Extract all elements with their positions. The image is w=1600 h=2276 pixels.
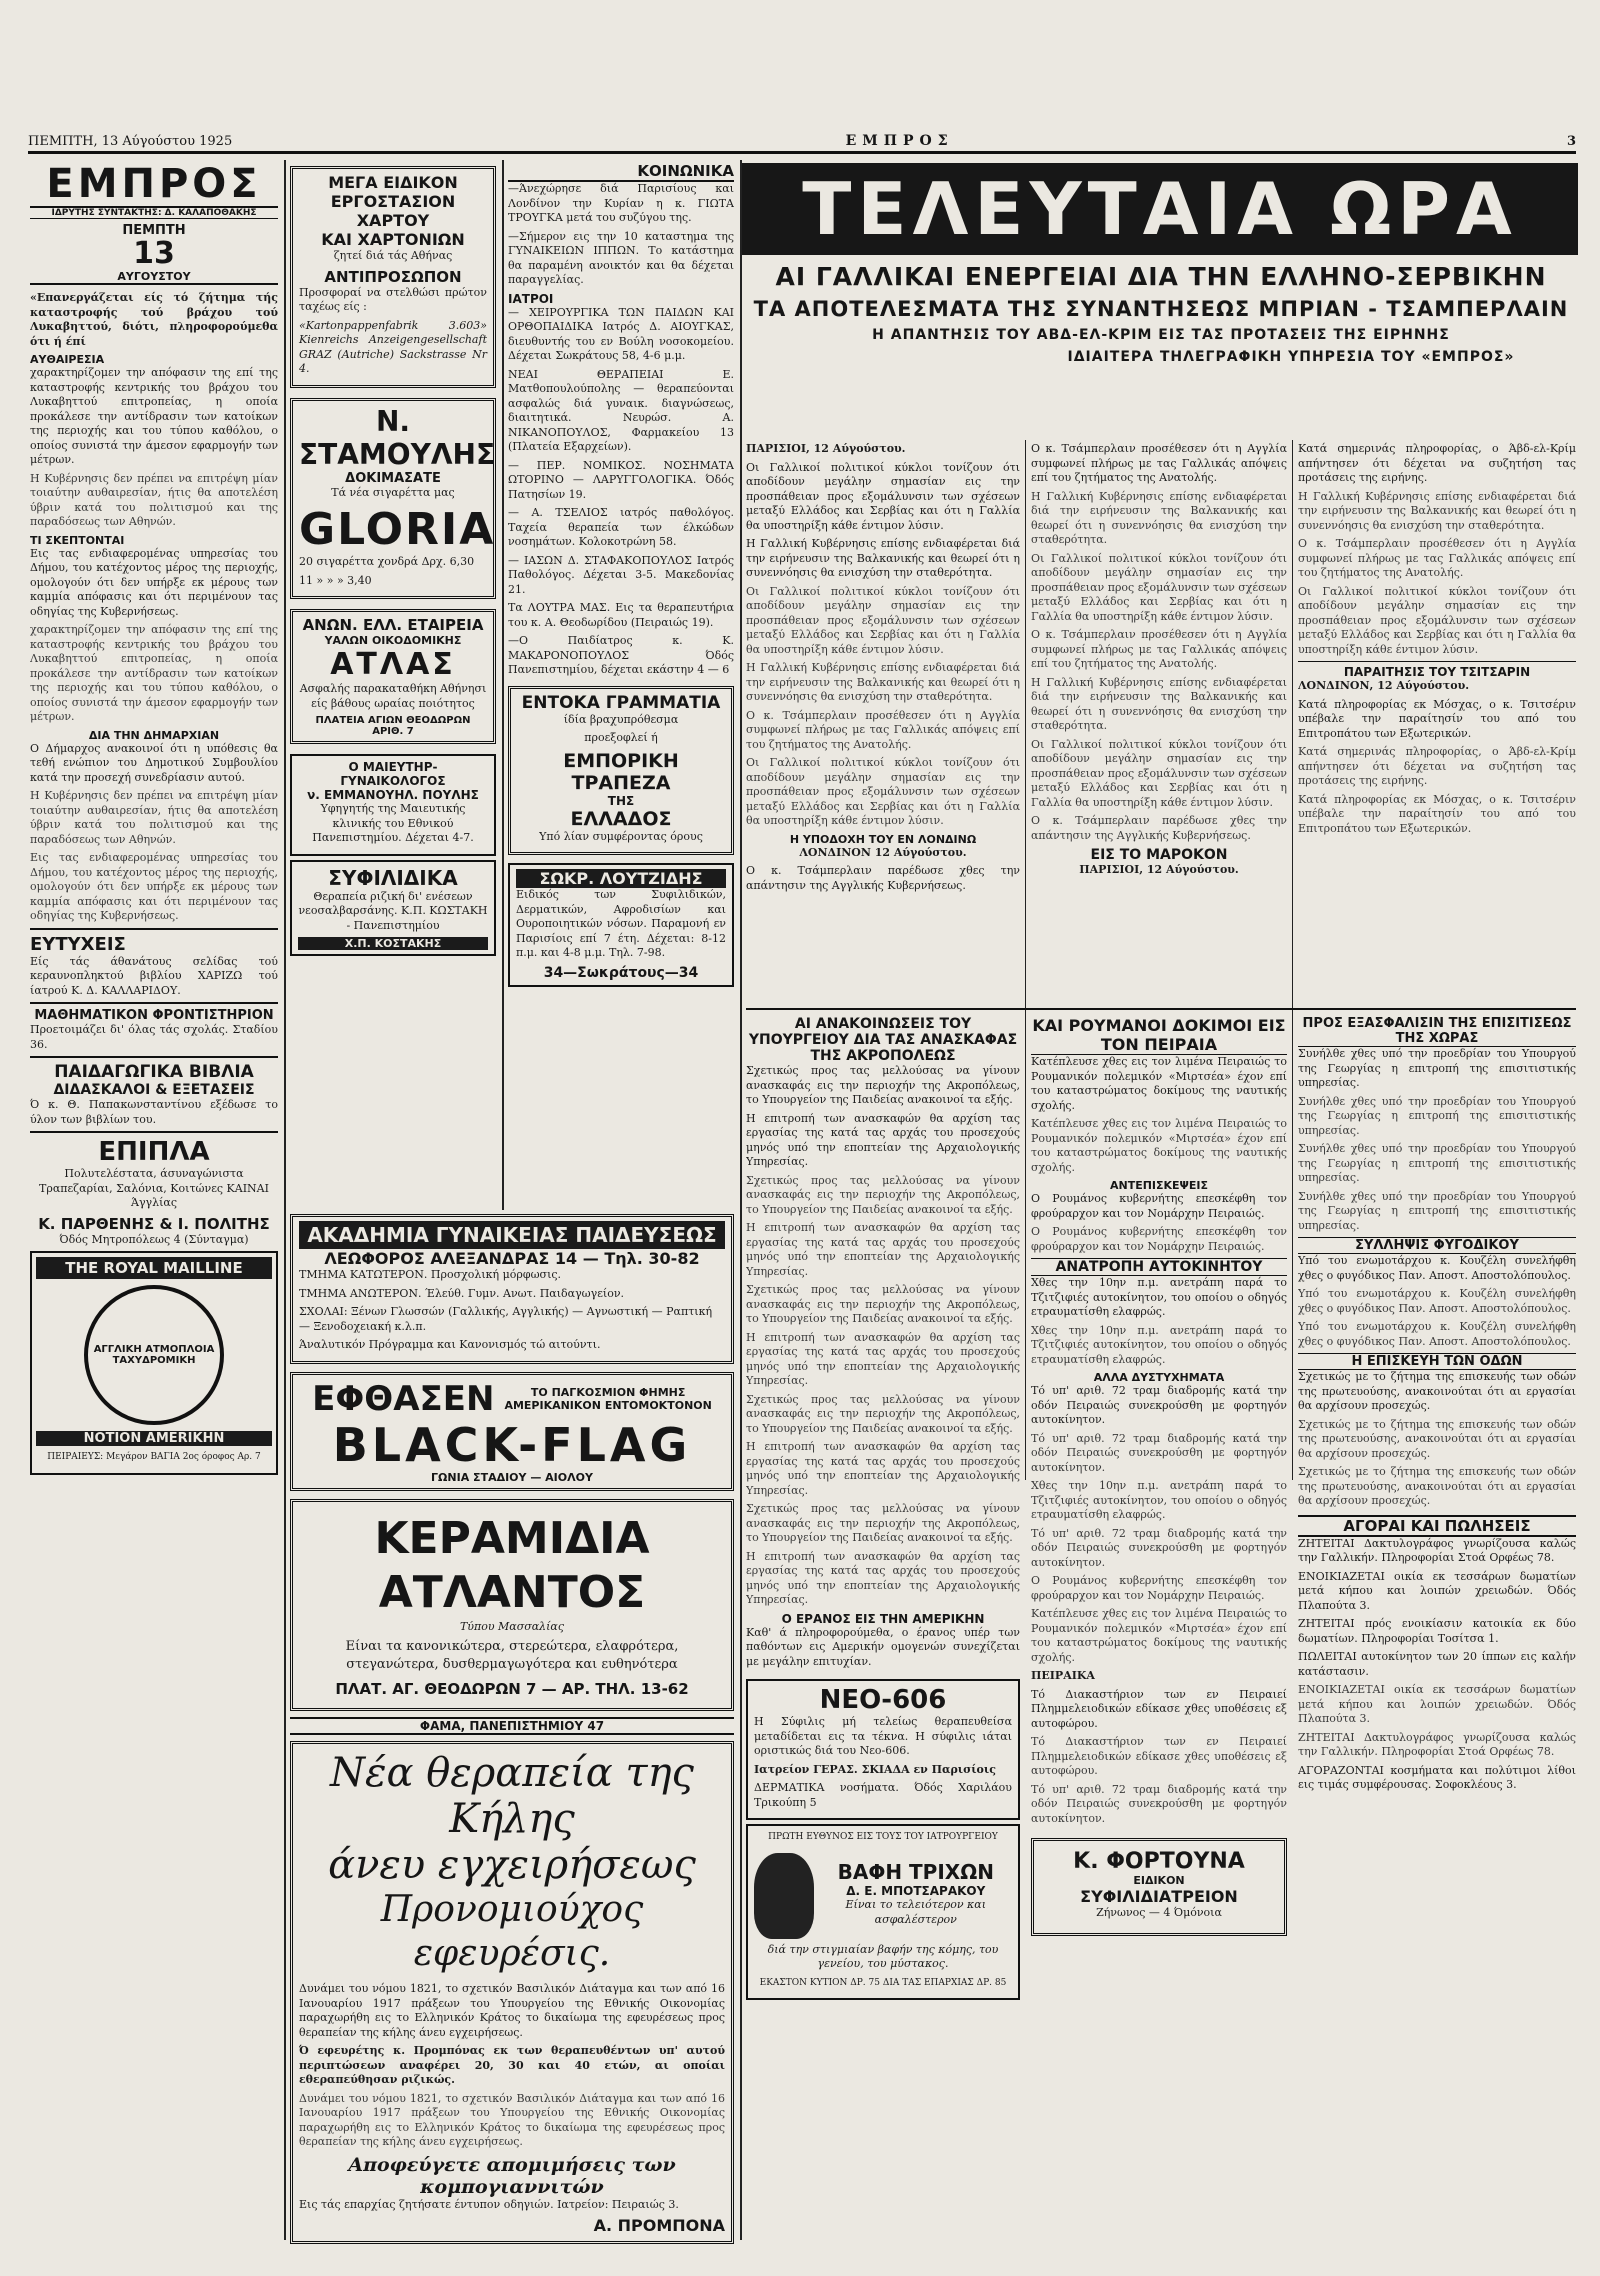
ad-subtitle: ΑΜΕΡΙΚΑΝΙΚΟΝ ΕΝΤΟΜΟΚΤΟΝΟΝ xyxy=(504,1398,712,1412)
subhead: ΠΑΡΑΙΤΗΣΙΣ ΤΟΥ ΤΣΙΤΣΑΡΙΝ xyxy=(1298,661,1576,679)
ad-text: ζητεί διά τάς Αθήνας xyxy=(333,249,453,262)
ad-address: ΠΛΑΤΕΙΑ ΑΓΙΩΝ ΘΕΟΔΩΡΩΝ ΑΡΙΘ. 7 xyxy=(315,715,471,737)
column-rule xyxy=(740,160,742,2240)
ad-text: Ειδικός των Συφιλιδικών, Δερματικών, Αφροδισίων και Ουροποιητικών νόσων. Παραμονή εν Παρισίοις επί 7 έτη. Δέχεται: 8-12 π.μ. και 4-8 μ.μ. Τηλ. 7-98. xyxy=(516,888,726,959)
ad-text: Προσφοραί να στελθώσι πρώτον ταχέως είς : xyxy=(299,285,487,313)
classified-item: ΑΓΟΡΑΖΟΝΤΑΙ κοσμήματα και πολύτιμοι λίθοι εις τιμάς συμφέρουσας. Σοφοκλέους 3. xyxy=(1298,1763,1576,1791)
gynecologist-ad xyxy=(290,754,496,856)
syphilis-ad xyxy=(290,860,496,957)
glass-company-ad xyxy=(290,609,496,744)
ad-title: ΠΑΙΔΑΓΩΓΙΚΑ ΒΙΒΛΙΑ xyxy=(54,1062,254,1082)
article-text: Καθ' ά πληροφορούμεθα, ο έρανος υπέρ των παθόντων εις Αμερικήν ομογενών συνεχίζεται με μεγάλην επιτυχίαν. xyxy=(746,1625,1020,1668)
news-text: Οι Γαλλικοί πολιτικοί κύκλοι τονίζουν ότι αποδίδουν μεγάλην σημασίαν εις την προσπάθειαν προς εξομάλυνσιν των σχέσεων μεταξύ Ελλάδος και Σερβίας και ότι η Γαλλία θα υποστηρίξη κάθε έντιμον λύσιν. xyxy=(746,460,1020,532)
ad-title: ΒΑΦΗ ΤΡΙΧΩΝ xyxy=(837,1860,994,1884)
ad-brand: ΑΤΛΑΣ xyxy=(330,647,456,682)
article-text: Σχετικώς προς τας μελλούσας να γίνουν ανασκαφάς εις την περιοχήν της Ακροπόλεως, το Υπουργείον της Παιδείας ανακοινοί τα εξής. xyxy=(746,1283,1020,1325)
ad-name: Α. ΠΡΟΜΠΟΝΑ xyxy=(593,2216,725,2235)
dateline: ΛΟΝΔΙΝΟΝ 12 Αύγούστου. xyxy=(799,845,967,859)
article-text: Σχετικώς προς τας μελλούσας να γίνουν ανασκαφάς εις την περιοχήν της Ακροπόλεως, το Υπουργείον της Παιδείας ανακοινοί τα εξής. xyxy=(746,1502,1020,1544)
ad-firm: Δ. Ε. ΜΠΟΤΣΑΡΑΚΟΥ xyxy=(846,1884,986,1898)
ad-price: 11 » » » 3,40 xyxy=(299,573,372,587)
doctor-item: ΝΕΑΙ ΘΕΡΑΠΕΙΑΙ Ε. Ματθοπουλούπολης — θεραπεύονται ασφαλώς διά γυναικ. διαγνώσεως, διαιτητικά. Νευρώσ. Α. ΝΙΚΑΝΟΠΟΥΛΟΣ, Φαρμακείου 13 (Πλατεία Εξαρχείων). xyxy=(508,367,734,453)
article-text: Χθες την 10ην π.μ. ανετράπη παρά το Τζιτζιφιές αυτοκίνητον, του οποίου ο οδηγός ετραυματίσθη ελαφρώς. xyxy=(1031,1323,1287,1366)
headline: ΑΙ ΓΑΛΛΙΚΑΙ ΕΝΕΡΓΕΙΑΙ ΔΙΑ ΤΗΝ ΕΛΛΗΝΟ-ΣΕΡΒΙΚΗΝ xyxy=(775,262,1547,291)
news-text: Ο κ. Τσάμπερλαιν προσέθεσεν ότι η Αγγλία συμφωνεί πλήρως με τας Γαλλικάς απόψεις επί του ζητήματος της Ανατολής. xyxy=(1031,628,1287,670)
article-text: Ο Δήμαρχος ανακοινοί ότι η υπόθεσις θα τεθή ενώπιον του Δημοτικού Συμβουλίου κατά την προσεχή συνεδρίασιν αυτού. xyxy=(30,741,278,784)
ad-subtitle: NOTION AMERIKHN xyxy=(36,1431,272,1446)
classified-item: ΕΝΟΙΚΙΑΖΕΤΑΙ οικία εκ τεσσάρων δωματίων μετά κήπου και λοιπών χρειωδών. Όδός Πλαπούτα 3. xyxy=(1298,1569,1576,1612)
hernia-ad xyxy=(290,1741,734,2244)
article-text: Η επιτροπή των ανασκαφών θα αρχίση τας εργασίας της κατά τας αρχάς του προσεχούς μηνός υπό την εποπτείαν της Αρχαιολογικής Υπηρεσίας. xyxy=(746,1221,1020,1278)
ad-firm: ΑΝΩΝ. ΕΛΛ. ΕΤΑΙΡΕΙΑ xyxy=(302,616,484,634)
subhead: ΠΕΙΡΑΙΚΑ xyxy=(1031,1669,1095,1682)
ad-title: ΕΦΘΑΣΕΝ xyxy=(312,1378,495,1419)
headline: ΤΑ ΑΠΟΤΕΛΕΣΜΑΤΑ ΤΗΣ ΣΥΝΑΝΤΗΣΕΩΣ ΜΠΡΙΑΝ - ΤΣΑΜΠΕΡΛΑΙΝ xyxy=(753,297,1569,321)
dateline: ΠΑΡΙΣΙΟΙ, 12 Αύγούστου. xyxy=(1079,863,1239,876)
news-column-c xyxy=(1298,442,1576,1002)
news-text: Κατά σημερινάς πληροφορίας, ο Άβδ-ελ-Κρίμ απήντησεν ότι δέχεται να συζητήση τας προτάσεις της ειρήνης. xyxy=(1298,745,1576,787)
ad-bank-name: ΤΗΣ xyxy=(607,793,635,808)
shipping-logo-text: ΑΓΓΛΙΚΗ ΑΤΜΟΠΛΟΙΑ ΤΑΧΥΔΡΟΜΙΚΗ xyxy=(93,1344,215,1366)
shipping-ad xyxy=(30,1251,278,1475)
doctor-item: — ΙΑΣΩΝ Δ. ΣΤΑΦΑΚΟΠΟΥΛΟΣ Ιατρός Παθολόγος. Δέχεται 3-5. Μακεδονίας 21. xyxy=(508,553,734,596)
section-title: ΑΓΟΡΑΙ ΚΑΙ ΠΩΛΗΣΕΙΣ xyxy=(1298,1515,1576,1537)
divider xyxy=(30,1131,278,1133)
article-text: Υπό του ενωμοτάρχου κ. Κουζέλη συνελήφθη χθες ο φυγόδικος Παν. Αποστ. Αποστολόπουλος. xyxy=(1298,1320,1576,1348)
article-text: Εις τας ενδιαφερομένας υπηρεσίας του Δήμου, του κατέχοντος μέρος της περιοχής, ομολογούν ότι δεν υπήρξε εκ μέρους των καμμία απόφασις και ότι περιμένουν τας οδηγίας της Κυβερνήσεως. xyxy=(30,546,278,618)
article-text: Σχετικώς προς τας μελλούσας να γίνουν ανασκαφάς εις την περιοχήν της Ακροπόλεως, το Υπουργείον της Παιδείας ανακοινοί τα εξής. xyxy=(746,1392,1020,1435)
article-text: Τό υπ' αριθ. 72 τραμ διαδρομής κατά την οδόν Πειραιώς συνεκρούσθη με φορτηγόν αυτοκίνητον. xyxy=(1031,1526,1287,1569)
news-text: Οι Γαλλικοί πολιτικοί κύκλοι τονίζουν ότι αποδίδουν μεγάλην σημασίαν εις την προσπάθειαν προς εξομάλυνσιν των σχέσεων μεταξύ Ελλάδος και Σερβίας και ότι η Γαλλία θα υποστηρίξη κάθε έντιμον λύσιν. xyxy=(1031,551,1287,623)
ad-text: Ό εφευρέτης κ. Προμπόνας εκ των θεραπευθέντων υπ' αυτού περιπτώσεων αναφέρει 20, 30 και 40 ετών, αι οποίαι εθεραπεύθησαν ριζικώς. xyxy=(299,2044,725,2086)
ad-text: Είναι τα κανονικώτερα, στερεώτερα, ελαφρότερα, στεγανώτερα, δυσθερμαγωγότερα και ευθηνότερα xyxy=(345,1639,679,1672)
ad-address: ΠΛΑΤ. ΑΓ. ΘΕΟΔΩΡΩΝ 7 — ΑΡ. ΤΗΛ. 13-62 xyxy=(335,1680,689,1698)
subhead: ΑΝΑΤΡΟΠΗ ΑΥΤΟΚΙΝΗΤΟΥ xyxy=(1031,1258,1287,1276)
news-text: Η Γαλλική Κυβέρνησις επίσης ενδιαφέρεται διά την ειρήνευσιν της Βαλκανικής και θεωρεί ότι η συνεννόησις θα ενισχύση την σταθερότητα. xyxy=(1031,489,1287,546)
news-column-a xyxy=(746,442,1020,1002)
ad-subtitle: Ιατρείον ΓΕΡΑΣ. ΣΚΙΑΔΑ εν Παρισίοις xyxy=(754,1762,996,1776)
doctor-item: — ΧΕΙΡΟΥΡΓΙΚΑ ΤΩΝ ΠΑΙΔΩΝ ΚΑΙ ΟΡΘΟΠΑΙΔΙΚΑ Ιατρός Δ. ΑΙΟΥΓΚΑΣ, διευθυντής του εν Βούλη νοσοκομείου. Δέχεται Σωκράτους 58, 4-6 μ.μ. xyxy=(508,305,734,362)
article-text: Η επιτροπή των ανασκαφών θα αρχίση τας εργασίας της κατά τας αρχάς του προσεχούς μηνός υπό την εποπτείαν της Αρχαιολογικής Υπηρεσίας. xyxy=(746,1330,1020,1387)
wide-ads xyxy=(290,1210,734,2258)
ad-bank-name: ΕΛΛΑΔΟΣ xyxy=(570,807,672,830)
ad-name: ν. ΕΜΜΑΝΟΥΗΛ. ΠΟΥΛΗΣ xyxy=(307,788,479,802)
ad-brand: GLORIA xyxy=(299,504,496,555)
masthead-day: ΠΕΜΠΤΗ xyxy=(122,223,186,238)
ad-text: Η Σύφιλις μή τελείως θεραπευθείσα μεταδίδεται εις τα τέκνα. Η σύφιλις ιάται οριστικώς διά του Νεο-606. xyxy=(754,1715,1012,1757)
dateline: ΠΑΡΙΣΙΟΙ, 12 Αύγούστου. xyxy=(746,442,906,455)
column-rule xyxy=(1292,440,1293,1480)
article-text: Τό Διακαστήριον των εν Πειραιεί Πλημμελειοδικών εδίκασε χθες υποθέσεις εξ αυτοφώρου. xyxy=(1031,1687,1287,1730)
article-text: Η επιτροπή των ανασκαφών θα αρχίση τας εργασίας της κατά τας αρχάς του προσεχούς μηνός υπό την εποπτείαν της Αρχαιολογικής Υπηρεσίας. xyxy=(746,1111,1020,1168)
ad-headline: άνευ εγχειρήσεως xyxy=(328,1842,696,1888)
divider xyxy=(746,1008,1576,1010)
news-text: Ο κ. Τσάμπερλαιν παρέδωσε χθες την απάντησιν της Αγγλικής Κυβερνήσεως. xyxy=(1031,814,1287,842)
classified-item: ΖΗΤΕΙΤΑΙ Δακτυλογράφος γνωρίζουσα καλώς την Γαλλικήν. Πληροφορίαι Στοά Ορφέως 78. xyxy=(1298,1536,1576,1564)
ad-title: ΑΚΑΔΗΜΙΑ ΓΥΝΑΙΚΕΙΑΣ ΠΑΙΔΕΥΣΕΩΣ xyxy=(299,1221,725,1249)
article-column-a xyxy=(746,1016,1020,2246)
article-text: Η επιτροπή των ανασκαφών θα αρχίση τας εργασίας της κατά τας αρχάς του προσεχούς μηνός υπό την εποπτείαν της Αρχαιολογικής Υπηρεσίας. xyxy=(746,1440,1020,1497)
article-text: Υπό του ενωμοτάρχου κ. Κουζέλη συνελήφθη χθες ο φυγόδικος Παν. Αποστ. Αποστολόπουλος. xyxy=(1298,1287,1576,1315)
ad-text: ΤΜΗΜΑ ΑΝΩΤΕΡΟΝ. Έλεύθ. Γυμν. Ανωτ. Παιδαγωγείον. xyxy=(299,1286,625,1300)
ad-footer: ΠΕΙΡΑΙΕΥΣ: Μεγάρον ΒΑΓΙΑ 2ος όροφος Αρ. 7 xyxy=(47,1452,261,1462)
ad-title: ΕΥΤΥΧΕΙΣ xyxy=(30,933,126,955)
social-item: —Σήμερον εις την 10 καταστημα της ΓΥΝΑΙΚΕΙΩΝ ΙΠΠΩΝ. Το κατάστημα θα παραμένη ανοικτόν και θα δέχεται παραγγελίας. xyxy=(508,229,734,286)
article-text: Χθες την 10ην π.μ. ανετράπη παρά το Τζιτζιφιές αυτοκίνητον, του οποίου ο οδηγός ετραυματίσθη ελαφρώς. xyxy=(1031,1276,1287,1318)
headline: ΙΔΙΑΙΤΕΡΑ ΤΗΛΕΓΡΑΦΙΚΗ ΥΠΗΡΕΣΙΑ ΤΟΥ «ΕΜΠΡΟΣ» xyxy=(1067,349,1515,365)
article-text: Ο Ρουμάνος κυβερνήτης επεσκέφθη τον φρούραρχον και τον Νομάρχην Πειραιώς. xyxy=(1031,1192,1287,1220)
ad-kicker: ΠΡΩΤΗ ΕΥΘΥΝΟΣ ΕΙΣ ΤΟΥΣ ΤΟΥ ΙΑΤΡΟΥΡΓΕΙΟΥ xyxy=(768,1832,998,1842)
dateline: ΛΟΝΔΙΝΟΝ, 12 Αύγούστου. xyxy=(1298,679,1470,692)
ad-text: Υφηγητής της Μαιευτικής κλινικής του Εθνικού Πανεπιστημίου. Δέχεται 4-7. xyxy=(312,802,474,844)
article-text: Συνήλθε χθες υπό την προεδρίαν του Υπουργού της Γεωργίας η επιτροπή της επισιτιστικής υπηρεσίας. xyxy=(1298,1094,1576,1137)
ad-subtitle: ΤΟ ΠΑΓΚΟΣΜΙΟΝ ΦΗΜΗΣ xyxy=(530,1385,686,1399)
ad-body xyxy=(820,1860,1012,1931)
article-text: Κατέπλευσε χθες εις τον λιμένα Πειραιώς το Ρουμανικόν πολεμικόν «Μιρτσέα» έχον επί του καταστρώματος δοκίμους της ναυτικής σχολής. xyxy=(1031,1607,1287,1664)
doctor-item: — ΠΕΡ. ΝΟΜΙΚΟΣ. ΝΟΣΗΜΑΤΑ ΩΤΟΡΙΝΟ — ΛΑΡΥΓΓΟΛΟΓΙΚΑ. Όδός Πατησίων 19. xyxy=(508,458,734,501)
article-text: Τό Διακαστήριον των εν Πειραιεί Πλημμελειοδικών εδίκασε χθες υποθέσεις εξ αυτοφώρου. xyxy=(1031,1735,1287,1777)
doctor-item: — Α. ΤΣΕΛΙΟΣ ιατρός παθολόγος. Ταχεία θεραπεία των έλκώδων νοσημάτων. Κολοκοτρώνη 58. xyxy=(508,506,734,548)
ad-text: Θεραπεία ριζική δι' ενέσεων νεοσαλβαρσάνης. Κ.Π. ΚΩΣΤΑΚΗ - Πανεπιστημίου xyxy=(298,889,488,932)
ad-title: ΚΕΡΑΜΙΔΙΑ ΑΤΛΑΝΤΟΣ xyxy=(374,1512,650,1618)
article-text: Η επιτροπή των ανασκαφών θα αρχίση τας εργασίας της κατά τας αρχάς του προσεχούς μηνός υπό την εποπτείαν της Αρχαιολογικής Υπηρεσίας. xyxy=(746,1549,1020,1606)
divider xyxy=(30,1002,278,1004)
subhead: ΑΛΛΑ ΔΥΣΤΥΧΗΜΑΤΑ xyxy=(1093,1371,1225,1384)
ad-text: προεξοφλεί ή xyxy=(584,731,658,744)
running-head-date: ΠΕΜΠΤΗ, 13 Αύγούστου 1925 xyxy=(28,134,233,149)
ad-text: Δυνάμει του νόμου 1821, το σχετικόν Βασιλικόν Διάταγμα και των από 16 Ιανουαρίου 1917 πράξεων του Υπουργείου της Εθνικής Οικονομίας παραχωρήθη εις το Ελληνικόν Κράτος το δικαίωμα της εφευρέσεως προς θεραπείαν της κήλης άνευ εγχειρήσεως. xyxy=(299,2091,725,2148)
paper-factory-ad xyxy=(290,166,496,388)
ad-bank-name: ΕΜΠΟΡΙΚΗ ΤΡΑΠΕΖΑ xyxy=(563,749,679,794)
ad-text: Εις τάς επαρχίας ζητήσατε έντυπον οδηγιών. Ιατρείον: Πειραιώς 3. xyxy=(299,2197,679,2211)
masthead-month: ΑΥΓΟΥΣΤΟΥ xyxy=(30,270,278,285)
ad-body-row xyxy=(754,1849,1012,1943)
article-text: Ο Ρουμάνος κυβερνήτης επεσκέφθη τον φρούραρχον και τον Νομάρχην Πειραιώς. xyxy=(1031,1574,1287,1602)
ad-heading: ΑΝΤΙΠΡΟΣΩΠΟΝ xyxy=(324,267,462,286)
ad-firm: Ν. ΣΤΑΜΟΥΛΗΣ xyxy=(299,404,496,471)
ad-address: Όδός Μητροπόλεως 4 (Σύνταγμα) xyxy=(59,1232,249,1246)
ad-title: Ο ΜΑΙΕΥΤΗΡ-ΓΥΝΑΙΚΟΛΟΓΟΣ xyxy=(340,760,446,788)
news-text: Η Γαλλική Κυβέρνησις επίσης ενδιαφέρεται διά την ειρήνευσιν της Βαλκανικής και θεωρεί ότι η συνεννόησις θα ενισχύση την σταθερότητα. xyxy=(1298,489,1576,532)
classified-item: ΠΩΛΕΙΤΑΙ αυτοκίνητον των 20 ίππων εις καλήν κατάστασιν. xyxy=(1298,1650,1576,1678)
bank-ad xyxy=(508,686,734,856)
subhead: ΑΝΤΕΠΙΣΚΕΨΕΙΣ xyxy=(1109,1179,1209,1192)
column-two xyxy=(290,162,496,1202)
running-head-title: ΕΜΠΡΟΣ xyxy=(845,133,954,149)
social-item: —Άνεχώρησε διά Παρισίους και Λονδίνον την Κυρίαν η κ. ΓΙΩΤΑ ΤΡΟΥΓΚΑ μετά του συζύγου της. xyxy=(508,182,734,224)
article-column-c xyxy=(1298,1016,1576,2246)
article-text: Τό υπ' αριθ. 72 τραμ διαδρομής κατά την οδόν Πειραιώς συνεκρούσθη με φορτηγόν αυτοκίνητον. xyxy=(1031,1384,1287,1426)
ad-text: ίδία βραχυπρόθεσμα xyxy=(563,712,679,726)
ad-title: ΜΑΘΗΜΑΤΙΚΟΝ ΦΡΟΝΤΙΣΤΗΡΙΟΝ xyxy=(34,1008,274,1023)
news-text: Κατά πληροφορίας εκ Μόσχας, ο κ. Τσιτσέριν υπέβαλε την παραίτησίν του από του Επιτροπάτου των Εξωτερικών. xyxy=(1298,792,1576,835)
subhead: ΣΥΛΛΗΨΙΣ ΦΥΓΟΔΙΚΟΥ xyxy=(1298,1237,1576,1254)
article-text: Χθες την 10ην π.μ. ανετράπη παρά το Τζιτζιφιές αυτοκίνητον, του οποίου ο οδηγός ετραυματίσθη ελαφρώς. xyxy=(1031,1479,1287,1521)
ad-headline: Νέα θεραπεία της Κήλης xyxy=(330,1750,694,1842)
column-one xyxy=(30,162,278,2252)
neo606-ad xyxy=(746,1679,1020,1820)
ad-text: Ασφαλής παρακαταθήκη Αθήνησι είς βάθους ωραίας ποιότητος xyxy=(299,682,487,710)
banner-title: ΤΕΛΕΥΤΑΙΑ ΩΡΑ xyxy=(742,163,1578,255)
ad-address: Ζήνωνος — 4 Όμόνοια xyxy=(1096,1906,1222,1919)
news-text: Κατά πληροφορίας εκ Μόσχας, ο κ. Τσιτσέριν υπέβαλε την παραίτησίν του από του Επιτροπάτου των Εξωτερικών. xyxy=(1298,697,1576,740)
article-column-b xyxy=(1031,1016,1287,2246)
article-text: Κατέπλευσε χθες εις τον λιμένα Πειραιώς το Ρουμανικόν πολεμικόν «Μιρτσέα» έχον επί του καταστρώματος δοκίμους της ναυτικής σχολής. xyxy=(1031,1055,1287,1112)
masthead-title: ΕΜΠΡΟΣ xyxy=(46,162,262,207)
article-lead: «Επανεργάζεται είς τό ζήτημα τής καταστροφής τού βράχου τού Λυκαβηττού, διότι, πληροφορούμεθα ότι ή έπί xyxy=(30,291,278,348)
news-text: Κατά σημερινάς πληροφορίας, ο Άβδ-ελ-Κρίμ απήντησεν ότι δέχεται να συζητήση τας προτάσεις της ειρήνης. xyxy=(1298,442,1576,484)
column-rule xyxy=(284,160,286,2240)
top-news-headlines xyxy=(746,262,1576,432)
article-text: χαρακτηρίζομεν την απόφασιν της επί της καταστροφής κεντρικής του βράχου του Λυκαβηττού επιτροπείας, η οποία προκάλεσε την αντίδρασιν των κατοίκων της περιοχής και του τύπου καθόλου, ο οποίος συνιστά την άμεσον εφαρμογήν των μέτρων. xyxy=(30,623,278,723)
ad-name: Κ. ΦΟΡΤΟΥΝΑ xyxy=(1073,1849,1245,1874)
subhead: ΤΙ ΣΚΕΠΤΟΝΤΑΙ xyxy=(30,533,125,547)
ad-heading: ΚΑΙ ΧΑΡΤΟΝΙΩΝ xyxy=(321,230,465,249)
ad-header-row xyxy=(299,1379,725,1419)
ad-title: ΣΥΦΙΛΙΔΙΚΑ xyxy=(328,865,458,890)
news-text: Ο κ. Τσάμπερλαιν προσέθεσεν ότι η Αγγλία συμφωνεί πλήρως με τας Γαλλικάς απόψεις επί του ζητήματος της Ανατολής. xyxy=(1031,442,1287,484)
news-text: Η Γαλλική Κυβέρνησις επίσης ενδιαφέρεται διά την ειρήνευσιν της Βαλκανικής και θεωρεί ότι η συνεννόησις θα ενισχύση την σταθερότητα. xyxy=(746,537,1020,579)
ad-text: Είναι το τελειότερον και ασφαλέστερον xyxy=(845,1898,987,1926)
article-text: Εις τας ενδιαφερομένας υπηρεσίας του Δήμου, του κατέχοντος μέρος της περιοχής, ομολογούν ότι δεν υπήρξε εκ μέρους των καμμία απόφασις και ότι περιμένουν τας οδηγίας της Κυβερνήσεως. xyxy=(30,851,278,922)
article-title: ΚΑΙ ΡΟΥΜΑΝΟΙ ΔΟΚΙΜΟΙ ΕΙΣ ΤΟΝ ΠΕΙΡΑΙΑ xyxy=(1032,1016,1286,1054)
ad-title: ΕΝΤΟΚΑ ΓΡΑΜΜΑΤΙΑ xyxy=(521,692,721,713)
article-text: χαρακτηρίζομεν την απόφασιν της επί της καταστροφής κεντρικής του βράχου του Λυκαβηττού επιτροπείας, η οποία προκάλεσε την αντίδρασιν των κατοίκων της περιοχής και του τύπου καθόλου, ο οποίος συνιστά την άμεσον εφαρμογήν των μέτρων. xyxy=(30,366,278,466)
classified-item: ΖΗΤΕΙΤΑΙ Δακτυλογράφος γνωρίζουσα καλώς την Γαλλικήν. Πληροφορίαι Στοά Ορφέως 78. xyxy=(1298,1730,1576,1758)
ad-name: ΣΩΚΡ. ΛΟΥΤΖΙΔΗΣ xyxy=(516,869,726,888)
subhead: ΑΥΘΑΙΡΕΣΙΑ xyxy=(30,353,105,366)
ad-warning: Αποφεύγετε απομιμήσεις των κομπογιαννιτών xyxy=(348,2153,676,2198)
ad-text: Τά νέα σιγαρέττα μας xyxy=(331,485,455,499)
news-text: Οι Γαλλικοί πολιτικοί κύκλοι τονίζουν ότι αποδίδουν μεγάλην σημασίαν εις την προσπάθειαν προς εξομάλυνσιν των σχέσεων μεταξύ Ελλάδος και Σερβίας και ότι η Γαλλία θα υποστηρίξη κάθε έντιμον λύσιν. xyxy=(1031,737,1287,809)
ad-subtitle: ΔΙΔΑΣΚΑΛΟΙ & ΕΞΕΤΑΣΕΙΣ xyxy=(53,1082,255,1098)
subhead: Ο ΕΡΑΝΟΣ ΕΙΣ ΤΗΝ ΑΜΕΡΙΚΗΝ xyxy=(781,1611,985,1626)
ad-headline: Προνομιούχος εφευρέσις. xyxy=(380,1889,644,1974)
article-text: Τό υπ' αριθ. 72 τραμ διαδρομής κατά την οδόν Πειραιώς συνεκρούσθη με φορτηγόν αυτοκίνητον. xyxy=(1031,1782,1287,1825)
article-text: Συνήλθε χθες υπό την προεδρίαν του Υπουργού της Γεωργίας η επιτροπή της επισιτιστικής υπηρεσίας. xyxy=(1298,1142,1576,1184)
ad-address: ΓΩΝΙΑ ΣΤΑΔΙΟΥ — ΑΙΟΛΟΥ xyxy=(431,1470,593,1484)
column-three xyxy=(508,162,734,1202)
news-column-b xyxy=(1031,442,1287,1002)
ad-footer: ΕΚΑΣΤΟΝ ΚΥΤΙΟΝ ΔΡ. 75 ΔΙΑ ΤΑΣ ΕΠΑΡΧΙΑΣ ΔΡ. 85 xyxy=(759,1977,1007,1988)
article-text: Η Κυβέρνησις δεν πρέπει να επιτρέψη μίαν τοιαύτην αυθαιρεσίαν, ήτις θα αποτελέση ύβριν κατά του πολιτισμού και της παραδόσεως των Αθηνών. xyxy=(30,471,278,528)
ad-address: 34—Σωκράτους—34 xyxy=(543,964,699,981)
ad-text: Άναλυτικόν Πρόγραμμα και Κανονισμός τώ αιτούντι. xyxy=(299,1338,601,1351)
article-title: ΑΙ ΑΝΑΚΟΙΝΩΣΕΙΣ ΤΟΥ ΥΠΟΥΡΓΕΙΟΥ ΔΙΑ ΤΑΣ ΑΝΑΣΚΑΦΑΣ ΤΗΣ ΑΚΡΟΠΟΛΕΩΣ xyxy=(748,1016,1018,1064)
hair-dye-ad xyxy=(746,1824,1020,2000)
ad-text: ΣΧΟΛΑΙ: Ξένων Γλωσσών (Γαλλικής, Αγγλικής) — Αγνωστική — Ραπτική — Ξενοδοχειακή κ.λ.π. xyxy=(299,1305,713,1333)
subhead: Η ΕΠΙΣΚΕΥΗ ΤΩΝ ΟΔΩΝ xyxy=(1298,1353,1576,1370)
ad-heading: ΕΡΓΟΣΤΑΣΙΟΝ ΧΑΡΤΟΥ xyxy=(330,192,456,230)
article-text: Τό υπ' αριθ. 72 τραμ διαδρομής κατά την οδόν Πειραιώς συνεκρούσθη με φορτηγόν αυτοκίνητον. xyxy=(1031,1431,1287,1474)
fortouna-ad xyxy=(1031,1838,1287,1936)
ad-price: 20 σιγαρέττα χονδρά Δρχ. 6,30 xyxy=(299,555,475,568)
ad-title: ΜΕΓΑ ΕΙΔΙΚΟΝ xyxy=(328,173,458,192)
article-text: Σχετικώς προς τας μελλούσας να γίνουν ανασκαφάς εις την περιοχήν της Ακροπόλεως, το Υπουργείον της Παιδείας ανακοινοί τα εξής. xyxy=(746,1064,1020,1106)
ad-text: ΤΜΗΜΑ ΚΑΤΩΤΕΡΟΝ. Προσχολική μόρφωσις. xyxy=(299,1268,562,1281)
cigarette-ad xyxy=(290,398,496,600)
article-text: Συνήλθε χθες υπό την προεδρίαν του Υπουργού της Γεωργίας η επιτροπή της επισιτιστικής υπηρεσίας. xyxy=(1298,1047,1576,1089)
ad-title: ΣΥΦΙΛΙΔΙΑΤΡΕΙΟΝ xyxy=(1080,1887,1238,1906)
section-title: ΙΑΤΡΟΙ xyxy=(508,291,554,306)
running-head xyxy=(28,132,1576,154)
ad-text: διά την στιγμιαίαν βαφήν της κόμης, του γενείου, του μύστακος. xyxy=(767,1942,999,1970)
ad-text: Πολυτελέστατα, άσυναγώνιστα Τραπεζαρίαι, Σαλόνια, Κοιτώνες ΚΑΙΝΑΙ Άγγλίας xyxy=(39,1167,269,1209)
ad-footer: ΔΕΡΜΑΤΙΚΑ νοσήματα. Όδός Χαριλάου Τρικούπη 5 xyxy=(754,1781,1012,1809)
news-text: Ο κ. Τσάμπερλαιν προσέθεσεν ότι η Αγγλία συμφωνεί πλήρως με τας Γαλλικάς απόψεις επί του ζητήματος της Ανατολής. xyxy=(746,708,1020,751)
dermatologist-ad xyxy=(508,863,734,987)
ad-footer: Υπό λίαν συμφέροντας όρους xyxy=(539,829,703,843)
classified-item: ΕΝΟΙΚΙΑΖΕΤΑΙ οικία εκ τεσσάρων δωματίων μετά κήπου και λοιπών χρειωδών. Όδός Πλαπούτα 3. xyxy=(1298,1683,1576,1725)
ad-title: ΝΕΟ-606 xyxy=(819,1685,947,1715)
ad-subtitle: ΕΙΔΙΚΟΝ xyxy=(1133,1874,1185,1887)
woman-portrait-icon xyxy=(754,1853,814,1939)
doctor-item: —Ο Παιδίατρος κ. Κ. ΜΑΚΑΡΟΝΟΠΟΥΛΟΣ Όδός Πανεπιστημίου, δέχεται εκάστην 4 — 6 xyxy=(508,634,734,676)
article-title: ΠΡΟΣ ΕΞΑΣΦΑΛΙΣΙΝ ΤΗΣ ΕΠΙΣΙΤΙΣΕΩΣ ΤΗΣ ΧΩΡΑΣ xyxy=(1298,1016,1576,1047)
article-text: Σχετικώς προς τας μελλούσας να γίνουν ανασκαφάς εις την περιοχήν της Ακροπόλεως, το Υπουργείον της Παιδείας ανακοινοί τα εξής. xyxy=(746,1173,1020,1216)
ad-heading: ΔΟΚΙΜΑΣΑΤΕ xyxy=(345,470,441,486)
ad-text: Προετοιμάζει δι' όλας τάς σχολάς. Σταδίου 36. xyxy=(30,1023,278,1051)
section-title: ΚΟΙΝΩΝΙΚΑ xyxy=(508,162,734,182)
news-text: Ο κ. Τσάμπερλαιν παρέδωσε χθες την απάντησιν της Αγγλικής Κυβερνήσεως. xyxy=(746,864,1020,892)
ad-text: Είς τάς άθανάτους σελίδας τού κεραυνοπληκτού βιβλίου ΧΑΡΙΖΩ τού ίατρού Κ. Δ. ΚΑΛΛΑΡΙΔΟΥ. xyxy=(30,954,278,997)
divider xyxy=(30,928,278,930)
article-text: Σχετικώς με το ζήτημα της επισκευής των οδών της πρωτευούσης, ανακοινούται ότι αι εργασίαι θα αρχίσουν προσεχώς. xyxy=(1298,1465,1576,1507)
article-text: Υπό του ενωμοτάρχου κ. Κουζέλη συνελήφθη χθες ο φυγόδικος Παν. Αποστ. Αποστολόπουλος. xyxy=(1298,1254,1576,1282)
ad-title: ΕΠΙΠΛΑ xyxy=(98,1137,210,1167)
ad-name: Χ.Π. ΚΟΣΤΑΚΗΣ xyxy=(298,937,488,950)
divider xyxy=(30,1056,278,1058)
news-text: Οι Γαλλικοί πολιτικοί κύκλοι τονίζουν ότι αποδίδουν μεγάλην σημασίαν εις την προσπάθειαν προς εξομάλυνσιν των σχέσεων μεταξύ Ελλάδος και Σερβίας και ότι η Γαλλία θα υποστηρίξη κάθε έντιμον λύσιν. xyxy=(1298,584,1576,656)
column-rule xyxy=(502,160,504,1210)
subhead: Η ΥΠΟΔΟΧΗ ΤΟΥ ΕΝ ΛΟΝΔΙΝΩ xyxy=(789,832,977,846)
column-rule xyxy=(1025,440,1026,1480)
ad-brand: BLACK-FLAG xyxy=(332,1417,692,1472)
subhead: ΕΙΣ ΤΟ ΜΑΡΟΚΟΝ xyxy=(1090,847,1228,863)
news-text: Η Γαλλική Κυβέρνησις επίσης ενδιαφέρεται διά την ειρήνευσιν της Βαλκανικής και θεωρεί ότι η συνεννόησις θα ενισχύση την σταθερότητα. xyxy=(746,661,1020,703)
news-text: Ο κ. Τσάμπερλαιν προσέθεσεν ότι η Αγγλία συμφωνεί πλήρως με τας Γαλλικάς απόψεις επί του ζητήματος της Ανατολής. xyxy=(1298,537,1576,579)
article-text: Συνήλθε χθες υπό την προεδρίαν του Υπουργού της Γεωργίας η επιτροπή της επισιτιστικής υπηρεσίας. xyxy=(1298,1189,1576,1232)
news-text: Οι Γαλλικοί πολιτικοί κύκλοι τονίζουν ότι αποδίδουν μεγάλην σημασίαν εις την προσπάθειαν προς εξομάλυνσιν των σχέσεων μεταξύ Ελλάδος και Σερβίας και ότι η Γαλλία θα υποστηρίξη κάθε έντιμον λύσιν. xyxy=(746,756,1020,827)
running-head-page-number: 3 xyxy=(1566,134,1576,149)
article-text: Η Κυβέρνησις δεν πρέπει να επιτρέψη μίαν τοιαύτην αυθαιρεσίαν, ήτις θα αποτελέση ύβριν κατά του πολιτισμού και της παραδόσεως των Αθηνών. xyxy=(30,789,278,846)
ad-strip: ΦΑΜΑ, ΠΑΝΕΠΙΣΤΗΜΙΟΥ 47 xyxy=(290,1717,734,1735)
masthead-editor: ΙΔΡΥΤΗΣ ΣΥΝΤΑΚΤΗΣ: Δ. ΚΑΛΑΠΟΘΑΚΗΣ xyxy=(30,206,278,219)
article-text: Ο Ρουμάνος κυβερνήτης επεσκέφθη τον φρούραρχον και τον Νομάρχην Πειραιώς. xyxy=(1031,1225,1287,1253)
article-text: Σχετικώς με το ζήτημα της επισκευής των οδών της πρωτευούσης, ανακοινούται ότι αι εργασίαι θα αρχίσουν προσεχώς. xyxy=(1298,1370,1576,1412)
ad-text: Δυνάμει του νόμου 1821, το σχετικόν Βασιλικόν Διάταγμα και των από 16 Ιανουαρίου 1917 πράξεων του Υπουργείου της Εθνικής Οικονομίας παραχωρήθη εις το Ελληνικόν Κράτος το δικαίωμα της εφευρέσεως προς θεραπείαν της κήλης άνευ εγχειρήσεως. xyxy=(299,1982,725,2039)
insecticide-ad xyxy=(290,1372,734,1491)
ad-address: ΛΕΩΦΟΡΟΣ ΑΛΕΞΑΝΔΡΑΣ 14 — Τηλ. 30-82 xyxy=(324,1249,700,1268)
ad-firm: «Kartonpappenfabrik 3.603» Kienreichs Anzeigengesellschaft GRAZ (Autriche) Sackstrasse Nr 4. xyxy=(299,318,487,375)
news-text: Οι Γαλλικοί πολιτικοί κύκλοι τονίζουν ότι αποδίδουν μεγάλην σημασίαν εις την προσπάθειαν προς εξομάλυνσιν των σχέσεων μεταξύ Ελλάδος και Σερβίας και ότι η Γαλλία θα υποστηρίξη κάθε έντιμον λύσιν. xyxy=(746,584,1020,656)
shipping-logo xyxy=(84,1285,224,1425)
ad-subtitle: ΥΑΛΩΝ ΟΙΚΟΔΟΜΙΚΗΣ xyxy=(324,634,462,647)
ad-firm: Κ. ΠΑΡΘΕΝΗΣ & Ι. ΠΟΛΙΤΗΣ xyxy=(38,1214,270,1233)
masthead-date: 13 xyxy=(133,236,175,271)
academy-ad xyxy=(290,1214,734,1364)
ad-title: THE ROYAL MAILLINE xyxy=(36,1257,272,1279)
ad-text: Ό κ. Θ. Παπακωνσταντίνου εξέδωσε το ύλον των βιβλίων του. xyxy=(30,1098,278,1126)
news-text: Η Γαλλική Κυβέρνησις επίσης ενδιαφέρεται διά την ειρήνευσιν της Βαλκανικής και θεωρεί ότι η συνεννόησις θα ενισχύση την σταθερότητα. xyxy=(1031,675,1287,732)
article-text: Σχετικώς με το ζήτημα της επισκευής των οδών της πρωτευούσης, ανακοινούται ότι αι εργασίαι θα αρχίσουν προσεχώς. xyxy=(1298,1417,1576,1460)
ad-subtitle: Τύπου Μασσαλίας xyxy=(459,1619,565,1633)
roof-tiles-ad xyxy=(290,1499,734,1712)
ad-header-right xyxy=(504,1386,711,1412)
doctor-item: Τα ΛΟΥΤΡΑ ΜΑΣ. Εις τα θεραπευτήρια του κ. Α. Θεοδωρίδου (Πειραιώς 19). xyxy=(508,601,734,629)
article-text: Κατέπλευσε χθες εις τον λιμένα Πειραιώς το Ρουμανικόν πολεμικόν «Μιρτσέα» έχον επί του καταστρώματος δοκίμους της ναυτικής σχολής. xyxy=(1031,1117,1287,1174)
classified-item: ΖΗΤΕΙΤΑΙ πρός ενοικίασιν κατοικία εκ δύο δωματίων. Πληροφορίαι Τοσίτσα 1. xyxy=(1298,1617,1576,1645)
headline: Η ΑΠΑΝΤΗΣΙΣ ΤΟΥ ΑΒΔ-ΕΛ-ΚΡΙΜ ΕΙΣ ΤΑΣ ΠΡΟΤΑΣΕΙΣ ΤΗΣ ΕΙΡΗΝΗΣ xyxy=(872,327,1450,343)
subhead: ΔΙΑ ΤΗΝ ΔΗΜΑΡΧΙΑΝ xyxy=(88,728,220,742)
